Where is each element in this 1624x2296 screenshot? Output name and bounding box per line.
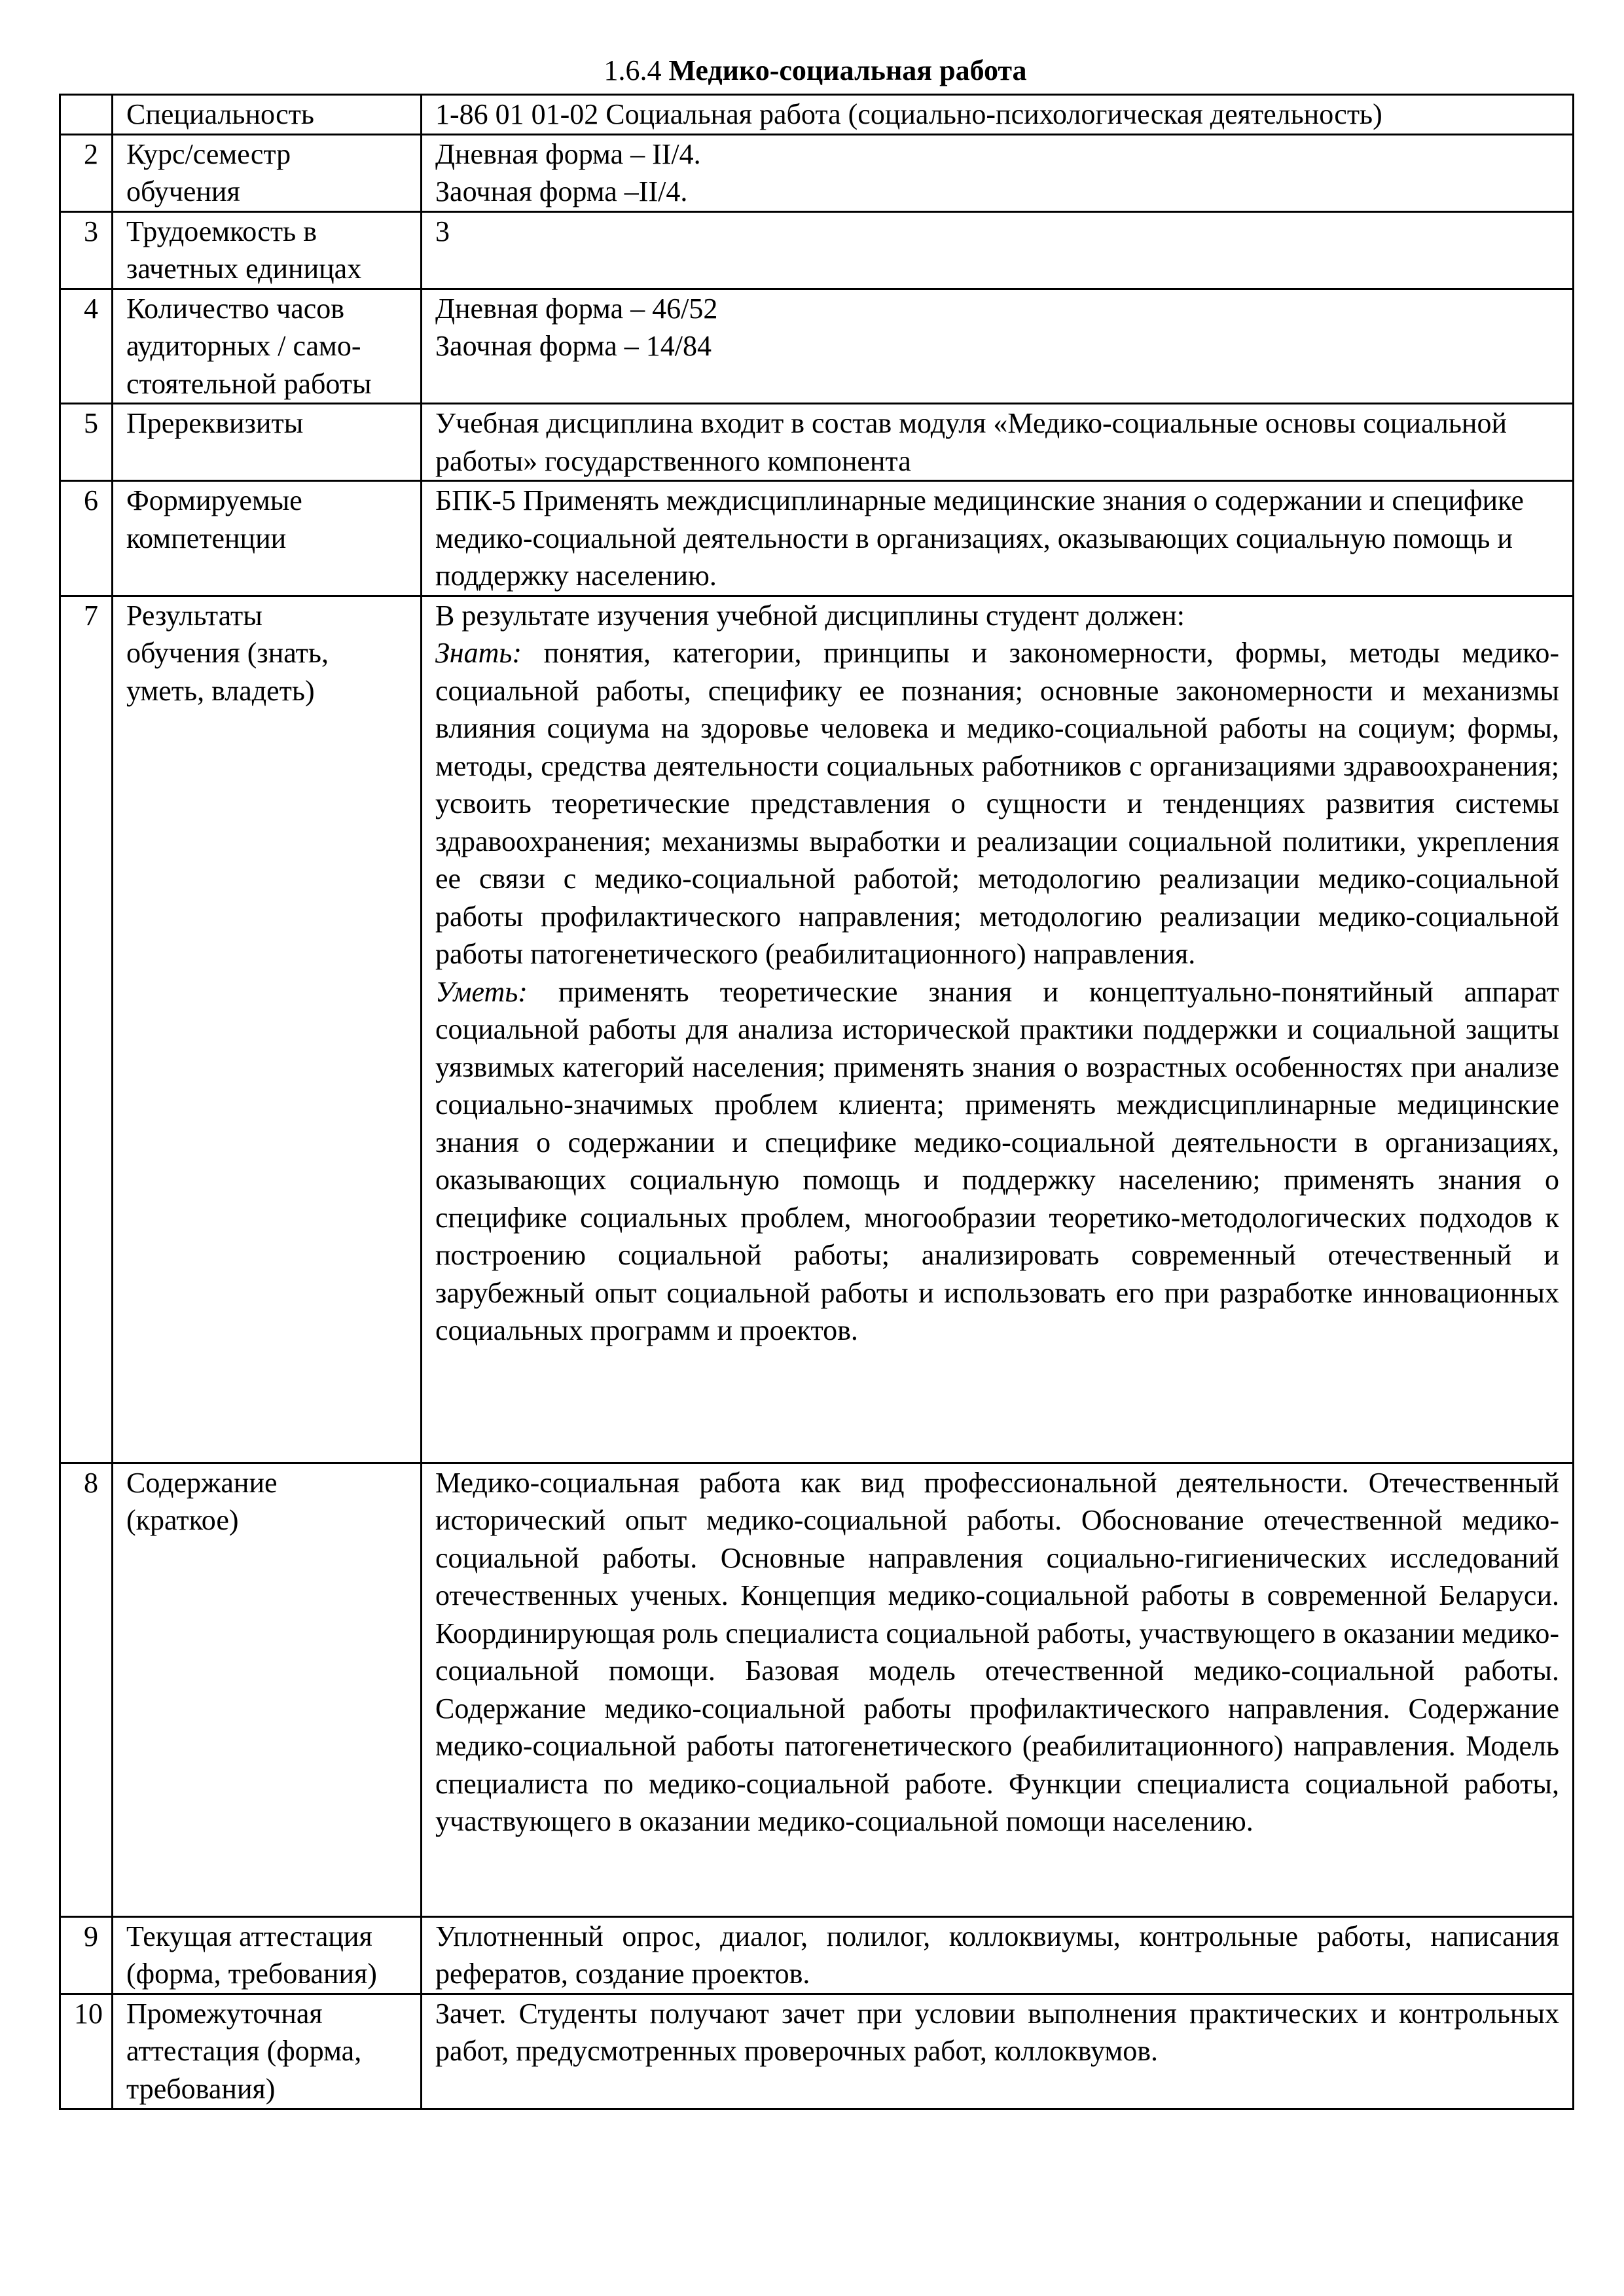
row-number: 6 (60, 481, 113, 596)
value-line: 1-86 01 01-02 Социальная работа (социально-психологическая деятельность) (435, 98, 1382, 130)
value-line: Зачет. Студенты получают зачет при условии выполнения практических и контрольных работ, предусмотренных проверочных работ, коллоквумов. (435, 1997, 1559, 2067)
row-number: 10 (60, 1994, 113, 2109)
row-label (113, 134, 422, 211)
row-number: 9 (60, 1916, 113, 1994)
table-row (60, 1463, 1574, 1916)
know-label: Знать: (435, 637, 522, 669)
row-value (422, 1463, 1574, 1916)
row-label (113, 596, 422, 1463)
learning-intro: В результате изучения учебной дисциплины студент должен: (435, 599, 1185, 632)
label-text: Количество часов аудиторных / само-стоятельной работы (126, 292, 372, 400)
table-row (60, 596, 1574, 1463)
table-row (60, 134, 1574, 211)
row-label (113, 481, 422, 596)
row-value (422, 481, 1574, 596)
label-text: Промежуточная аттестация (форма, требования) (126, 1997, 362, 2105)
table-row (60, 1994, 1574, 2109)
table-row (60, 404, 1574, 481)
label-text: Текущая аттестация (форма, требования) (126, 1920, 377, 1990)
row-label: Специальность (113, 95, 422, 135)
label-text: Трудоемкость в зачетных единицах (126, 215, 362, 285)
section-number: 1.6.4 (604, 54, 662, 86)
row-value (422, 134, 1574, 211)
value-line: 3 (435, 215, 450, 247)
row-label: Пререквизиты (113, 404, 422, 481)
row-number: 8 (60, 1463, 113, 1916)
value-line: Уплотненный опрос, диалог, полилог, коллоквиумы, контрольные работы, написания рефератов, создание проектов. (435, 1920, 1559, 1990)
label-text: Содержание (краткое) (126, 1466, 278, 1536)
row-value (422, 404, 1574, 481)
row-number: 2 (60, 134, 113, 211)
row-number (60, 95, 113, 135)
table-row (60, 95, 1574, 135)
can-paragraph (435, 973, 1559, 1350)
row-label (113, 211, 422, 289)
table-row (60, 481, 1574, 596)
table-row (60, 289, 1574, 404)
row-label (113, 289, 422, 404)
section-name: Медико-социальная работа (668, 54, 1027, 86)
row-number: 3 (60, 211, 113, 289)
can-text: применять теоретические знания и концептуально-понятийный аппарат социальной работы для анализа исторической практики поддержки и социальной защиты уязвимых категорий населения; применять знания о возрастных особенностях при анализе социально-значимых проблем клиента; применять междисциплинарные медицинские знания о содержании и специфике медико-социальной деятельности в организациях, оказывающих социальную помощь и поддержку населению; применять знания о специфике социальных проблем, многообразии теоретико-методологических подходов к построению социальной работы; анализировать современный отечественный и зарубежный опыт социальной работы и использовать его при разработке инновационных социальных программ и проектов. (435, 975, 1560, 1346)
value-line: Дневная форма – 46/52 (435, 292, 718, 325)
row-label (113, 1463, 422, 1916)
row-value (422, 289, 1574, 404)
row-value (422, 596, 1574, 1463)
table-row (60, 211, 1574, 289)
value-line: Дневная форма – II/4. (435, 137, 701, 170)
row-value (422, 1916, 1574, 1994)
row-label (113, 1994, 422, 2109)
table-row (60, 1916, 1574, 1994)
know-paragraph (435, 634, 1559, 973)
label-text: Курс/семестр обучения (126, 137, 291, 207)
row-value (422, 1994, 1574, 2109)
label-text: Формируемые компетенции (126, 484, 302, 554)
know-text: понятия, категории, принципы и закономерности, формы, методы медико-социальной работы, специфику ее познания; основные закономерности и механизмы влияния социума на здоровье человека и медико-социальной работы на социум; формы, методы, средства деятельности социальных работников с организациями здравоохранения; усвоить теоретические представления о сущности и тенденциях развития системы здравоохранения; механизмы выработки и реализации социальной политики, укрепления ее связи с медико-социальной работой; методологию реализации медико-социальной работы профилактического направления; методологию реализации медико-социальной работы патогенетического (реабилитационного) направления. (435, 637, 1559, 970)
row-label (113, 1916, 422, 1994)
value-line: Медико-социальная работа как вид профессиональной деятельности. Отечественный исторический опыт медико-социальной работы. Обоснование отечественной медико-социальной работы. Основные направления социально-гигиенических исследований отечественных ученых. Концепция медико-социальной работы в современной Беларуси. Координирующая роль специалиста социальной работы, участвующего в оказании медико-социальной помощи. Базовая модель отечественной медико-социальной работы. Содержание медико-социальной работы профилактического направления. Содержание медико-социальной работы патогенетического (реабилитационного) направления. Модель специалиста по медико-социальной работе. Функции специалиста социальной работы, участвующего в оказании медико-социальной помощи населению. (435, 1466, 1559, 1837)
value-line: БПК-5 Применять междисциплинарные медицинские знания о содержании и специфике медико-социальной деятельности в организациях, оказывающих социальную помощь и поддержку населению. (435, 484, 1524, 592)
row-number: 7 (60, 596, 113, 1463)
value-line: Учебная дисциплина входит в состав модуля «Медико-социальные основы социальной работы» государственного компонента (435, 407, 1507, 477)
row-value (422, 95, 1574, 135)
syllabus-table (59, 94, 1574, 2110)
value-line: Заочная форма – 14/84 (435, 330, 712, 362)
value-line: Заочная форма –II/4. (435, 175, 688, 207)
document-title (0, 51, 1624, 90)
can-label: Уметь: (435, 975, 528, 1008)
row-number: 5 (60, 404, 113, 481)
row-value (422, 211, 1574, 289)
row-number: 4 (60, 289, 113, 404)
label-text: Результаты обучения (знать, уметь, владеть) (126, 599, 329, 707)
